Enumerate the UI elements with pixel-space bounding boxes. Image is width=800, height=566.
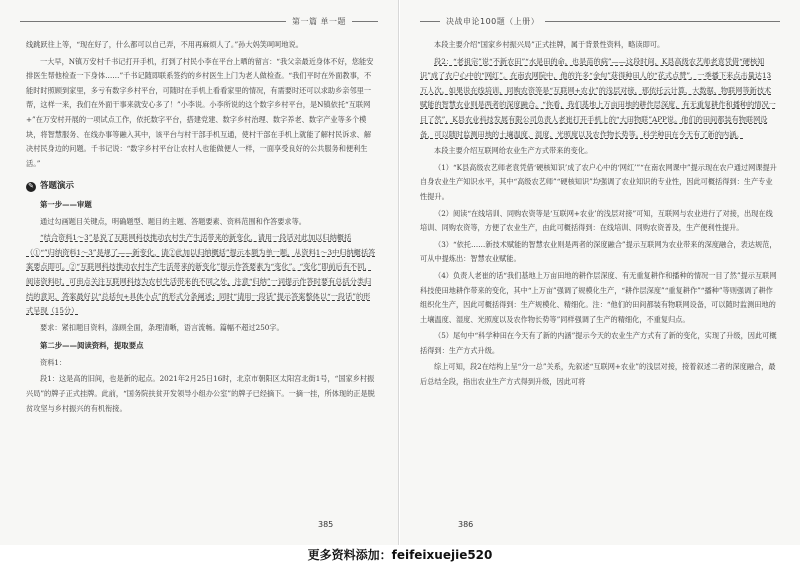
pen-icon: ✎ (26, 182, 36, 192)
paragraph: （3）“依托……新技术赋能的智慧农业则是两者的深度融合”提示互联网为农业带来的深度融合，表达规范，可从中提炼出：智慧农业赋能。 (420, 239, 777, 264)
paragraph: 线跳跃往上等，“现在好了，什么都可以自己弄，不用再麻烦人了。”孙大妈笑呵呵地说。 (26, 40, 303, 49)
material-label: 资料1： (40, 357, 67, 367)
left-page-header (14, 14, 384, 28)
page-number: 385 (318, 520, 334, 529)
paragraph: （5）尾句中“科学种田在今天有了新的内涵”提示今天的农业生产方式有了新的变化，实现了升级，因此可概括得到：生产方式升级。 (420, 331, 777, 355)
left-page (0, 0, 399, 545)
paragraph: 段1：这是高的旧间，也是新的起点。2021年2月25日16时，北京市朝阳区太阳宫北街1号，“国家乡村振兴局”的牌子正式挂牌。此前，“国务院扶贫开发领导小组办公室”的牌子已经摘下。一摘一挂，所体现的正是脱贫攻坚与乡村振兴的有机衔接。 (26, 374, 375, 413)
right-header-text: 决战申论100题（上册） (446, 16, 540, 26)
paragraph: （1）“K县高级农艺师老袁凭借‘硬核知识’成了农户心中的‘网红’”“在南农网课中”提示现在农户通过网课提升自身农业生产知识水平，其中“高级农艺师”“硬核知识”均强调了农业知识的专业性，因此可概括得到：生产专业性提升。 (420, 162, 777, 201)
left-header-text: 第一篇 单一题 (291, 16, 346, 26)
section-title (26, 179, 376, 194)
paragraph: （4）负责人老崔的话“我们基地上万亩田地的耕作层深度、有无重复耕作和播种的情况一目了然”提示互联网科技使田地耕作带来的变化，其中“上万亩”强调了规模化生产，“耕作层深度”“重复耕作”“播种”等则强调了耕作组织化生产，因此可概括得到：生产规模化、精细化。注：“他们的田间都装有物联网设备，可以随时监测田地的土壤温度、湿度、光照度以及农作物长势等”同样强调了生产的精细化，不重复归点。 (420, 270, 777, 324)
paragraph: 要求：紧扣题目资料，涤顾全面，条理清晰，语言流畅。篇幅不超过250字。 (40, 322, 284, 332)
step-title: 第二步——阅读资料，提取要点 (40, 341, 144, 351)
paragraph: 通过勾画题目关键点，明确题型、题目的主题、答题要素、资料范围和作答要求等。 (40, 216, 306, 226)
paragraph: 本段主要介绍“国家乡村振兴局”正式挂牌，属于背景性资料，略读即可。 (434, 40, 665, 49)
paragraph: “结合资料1～3”是说了互联网科技推动农村生产生活带来的新变化，请用一段话对此加以归纳概括（①“”归纳资料1～3”是规了——新变化，请②此加以归纳概括”提示本题为单一题，从资料1～3中归纳概括答案要点即可。②“互联网科技推动农村生产生活带来的新变化”提示作答要素为“变化”。“变化”即前后有不同，阅读资料时，可串点关注互联网科技为农村生活带来的不同之处，注意“归纳”一词提示作答时要有总括分类归结的意识，答案最好以“总括句+具体小点”的形式分条阐述；同时“请用一段话”提示答案整体以“一段话”的形式呈现（15分） (26, 233, 376, 316)
paragraph: 综上可知，段2在结构上呈“分一总”关系，先叙述“互联网+农业”的浅层对接，接着叙述二者的深度融合，最后总结全段，指出农业生产方式得到升级，因此可将 (420, 362, 776, 387)
header-rule (420, 21, 440, 22)
header-rule (352, 21, 378, 22)
paragraph: 本段主要介绍互联网给农业生产方式带来的变化。 (434, 146, 593, 156)
paragraph: 段2：“老祖宗”说“不新农田”“水是田的命，也是苗的病”——这段时间，K县高级农艺师老袁凭借“硬核知识”成了农户心中的“网红”。在南农网院中，他的许多“金句”获得种田人的“花式点赞”，一季播下来点击量达13万人次。如果说在线培训、同购农资等是“互联网+农业”的浅层对接，那依托云计算、大数据、物联网等新技术赋能的智慧农业则是两者的深度融合。“你看，我们基地上万亩田地的耕作层深度，有无重复耕作和播种的情况一目了然”，K县农业科技发展有限公司负责人老崔打开手机上的“大田物联”APP说。他们的田间都装有物联网设备，可以随时监测田地的土壤温度、湿度、光照度以及农作物长势等。科学种田在今天有了新的内涵。 (420, 56, 776, 139)
footer-banner: 更多资料添加：feifeixuejie520 (0, 545, 800, 566)
header-rule (20, 21, 286, 22)
right-page-header (414, 14, 786, 28)
left-page-body (26, 38, 376, 418)
right-page-body (420, 38, 778, 392)
paragraph: （2）阅读“在线培训、同购农资等是‘互联网+农业’的浅层对接”可知，互联网与农业进行了对接，出现在线培训、同购农资等，方便了农业生产，由此可概括得到：在线培训、同购农资普及，生产便利性提升。 (420, 208, 773, 233)
header-rule (545, 21, 780, 22)
paragraph: 一大早，N镇万安村千书记打开手机，打到了村民小李在平台上晒的留言：“我父亲最近身体不好，您能安排医生帮他检查一下身体……”千书记随即联系签约的乡村医生上门为老人做检查。“我们平时在外面教事，不能时时照顾到家里，多亏有数字乡村平台，可随时在手机上看看家里的情况，有需要时还可以求助乡亲邻里一帮，这样一来，我们在外面干事来就安心多了！”小李说。小李所说的这个数字乡村平台，是N镇依托“互联网+”在万安村开展的一项试点工作，依托数字平台，搭建党建、数字乡村治理、数字养老、数字产业等多个模块，将智慧服务、在线办事等融入其中，该平台与村干部手机互通，使村干部在手机上就能了解村民诉求、解决村民身边的问题。千书记说：“数字乡村平台让农村人也能做便人一样，一面享受良好的公共服务和便利生活。” (26, 56, 374, 168)
step-title: 第一步——审题 (40, 199, 92, 209)
page-number: 386 (458, 520, 474, 529)
right-page (400, 0, 800, 545)
section-title-text: 答题演示 (40, 181, 75, 192)
